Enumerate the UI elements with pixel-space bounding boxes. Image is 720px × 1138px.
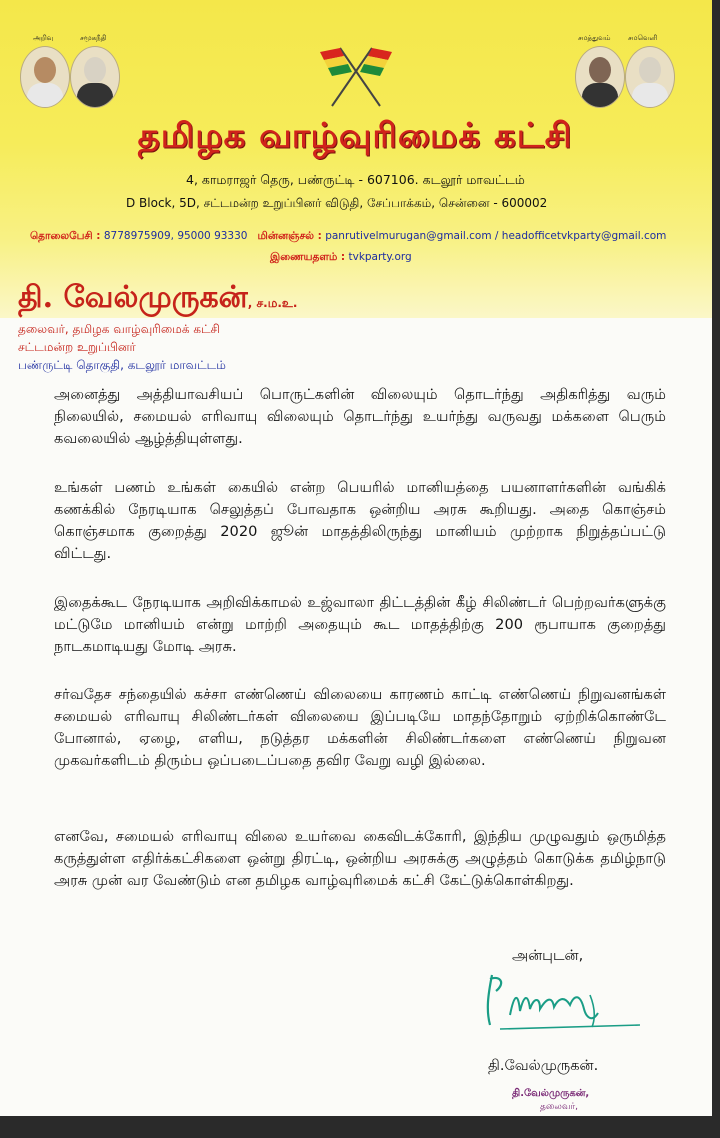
stamp-role: தலைவர், <box>540 1102 579 1112</box>
portrait-left-1 <box>20 46 70 108</box>
signatory-name: தி.வேல்முருகன். <box>488 1058 599 1074</box>
email-value: panrutivelmurugan@gmail.com / headofficetvkparty@gmail.com <box>325 230 667 242</box>
email-label: மின்னஞ்சல் : <box>257 230 322 242</box>
address-line-1: 4, காமராஜர் தெரு, பண்ருட்டி - 607106. கடலூர் மாவட்டம் <box>186 172 525 187</box>
leader-name <box>18 280 297 319</box>
website-label: இணையதளம் : <box>270 251 346 263</box>
portrait-right-1 <box>575 46 625 108</box>
phone-value: 8778975909, 95000 93330 <box>103 230 248 242</box>
stamp-name: தி.வேல்முருகன், <box>512 1088 590 1099</box>
leader-role-1: தலைவர், தமிழக வாழ்வுரிமைக் கட்சி <box>18 322 220 336</box>
website-value: tvkparty.org <box>348 251 412 263</box>
portrait-label: அறிவு <box>33 34 54 42</box>
portrait-left-2 <box>70 46 120 108</box>
party-name: தமிழக வாழ்வுரிமைக் கட்சி <box>137 116 573 156</box>
leader-role-2: சட்டமன்ற உறுப்பினர் <box>18 340 136 354</box>
signature-icon <box>480 965 650 1035</box>
paragraph-4: சர்வதேச சந்தையில் கச்சா எண்ணெய் விலையை காரணம் காட்டி எண்ணெய் நிறுவனங்கள் சமையல் எரிவாயு சிலிண்டர்கள் விலையை இப்படியே மாதந்தோறும் ஏற்றிக்கொண்டே போனால், ஏழை, எளிய, நடுத்தர மக்களின் சிலிண்டர்களை எண்ணெய் நிறுவன முகவர்களிடம் திரும்ப ஒப்படைப்பதை தவிர வேறு வழி இல்லை. <box>54 686 666 769</box>
salutation: அன்புடன், <box>512 948 584 964</box>
portrait-label: சமூகநீதி <box>80 34 107 42</box>
leader-name-text: தி. வேல்முருகன் <box>18 280 248 315</box>
phone-label: தொலைபேசி : <box>30 230 101 242</box>
portrait-label: சமவெளி <box>628 34 658 42</box>
portrait-label: சமத்துவம் <box>578 34 611 42</box>
paragraph-1: அனைத்து அத்தியாவசியப் பொருட்களின் விலையும் தொடர்ந்து அதிகரித்து வரும் நிலையில், சமையல் எரிவாயு விலையும் தொடர்ந்து உயர்ந்து வருவது மக்களை பெரும் கவலையில் ஆழ்த்தியுள்ளது. <box>54 386 666 447</box>
paragraph-2: உங்கள் பணம் உங்கள் கையில் என்ற பெயரில் மானியத்தை பயனாளர்களின் வங்கிக் கணக்கில் நேரடியாக செலுத்தப் போவதாக ஒன்றிய அரசு கூறியது. அதை கொஞ்சம் கொஞ்சமாக குறைத்து 2020 ஜூன் மாதத்திலிருந்து மானியம் முற்றாக நிறுத்தப்பட்டு விட்டது. <box>54 479 666 562</box>
paragraph-3: இதைக்கூட நேரடியாக அறிவிக்காமல் உஜ்வாலா திட்டத்தின் கீழ் சிலிண்டர் பெற்றவர்களுக்கு மட்டுமே மானியம் என்று மாற்றி அதையும் கூட மாதத்திற்கு 200 ரூபாயாக குறைத்து நாடகமாடியது மோடி அரசு. <box>54 594 666 655</box>
paragraph-5: எனவே, சமையல் எரிவாயு விலை உயர்வை கைவிடக்கோரி, இந்திய முழுவதும் ஒருமித்த கருத்துள்ள எதிர்க்கட்சிகளை ஒன்று திரட்டி, ஒன்றிய அரசுக்கு அழுத்தம் கொடுக்க தமிழ்நாடு அரசு முன் வர வேண்டும் என தமிழக வாழ்வுரிமைக் கட்சி கேட்டுக்கொள்கிறது. <box>54 828 666 889</box>
leader-degree: , ச.ம.உ. <box>247 296 298 310</box>
contact-line <box>30 230 666 243</box>
website-line <box>270 251 412 264</box>
portrait-right-2 <box>625 46 675 108</box>
party-flags-icon <box>318 42 394 108</box>
letterhead <box>0 0 712 318</box>
address-line-2: D Block, 5D, சட்டமன்ற உறுப்பினர் விடுதி, சேப்பாக்கம், சென்னை - 600002 <box>126 196 548 210</box>
leader-role-3: பண்ருட்டி தொகுதி, கடலூர் மாவட்டம் <box>18 358 226 372</box>
